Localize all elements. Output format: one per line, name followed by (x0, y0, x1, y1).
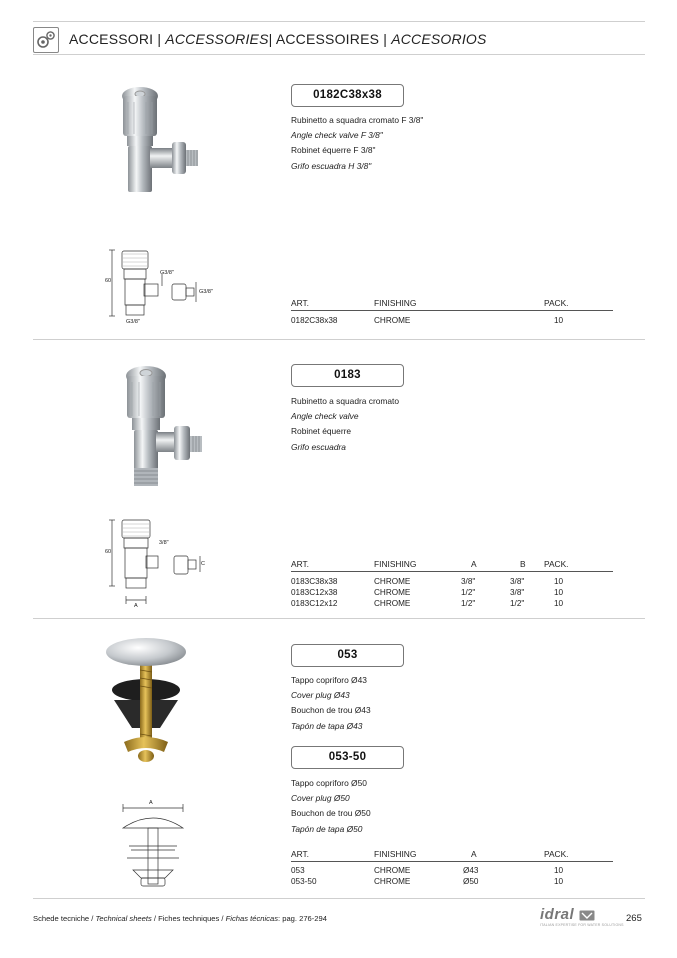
product-description: Tappo copriforo Ø50 Cover plug Ø50 Bouchon de trou Ø50 Tapón de tapa Ø50 (291, 778, 371, 834)
product-code-box: 0183 (291, 364, 404, 387)
table-cell-art: 0183C38x38 (291, 577, 338, 586)
header-top-rule (33, 21, 645, 22)
table-cell-a: Ø50 (463, 877, 479, 886)
product-photo-angle-valve (110, 360, 210, 495)
product-photo-cover-plug (104, 636, 188, 771)
dim-a-label: A (134, 603, 138, 609)
page-number: 265 (626, 913, 642, 924)
section-divider (33, 618, 645, 619)
table-cell-finishing: CHROME (374, 316, 411, 325)
product-description: Tappo copriforo Ø43 Cover plug Ø43 Bouchon de trou Ø43 Tapón de tapa Ø43 (291, 675, 371, 731)
table-header-rule (291, 571, 613, 572)
technical-drawing-0183 (102, 516, 212, 619)
footer-rule (33, 898, 645, 899)
col-header-finishing: FINISHING (374, 559, 417, 569)
table-cell-pack: 10 (554, 877, 564, 886)
dim-side-thread-label: G3/8" (199, 289, 213, 295)
table-cell-art: 0182C38x38 (291, 316, 338, 325)
dim-height-label: 60 (105, 278, 112, 284)
table-cell-art: 0183C12x12 (291, 599, 338, 608)
dim-height-label: 60 (105, 549, 112, 555)
table-cell-a: 1/2" (461, 588, 476, 597)
product-photo-angle-valve (110, 82, 210, 207)
table-cell-finishing: CHROME (374, 588, 411, 597)
brand-mark-icon (579, 910, 595, 921)
technical-drawing-0182 (102, 246, 227, 335)
table-cell-pack: 10 (554, 866, 564, 875)
product-code-box: 0182C38x38 (291, 84, 404, 107)
col-header-finishing: FINISHING (374, 849, 417, 859)
header-bottom-rule (33, 54, 645, 55)
col-header-art: ART. (291, 849, 309, 859)
dim-top-thread-label: G3/8" (160, 270, 174, 276)
table-header-rule (291, 310, 613, 311)
table-cell-b: 3/8" (510, 577, 525, 586)
dim-top-thread-label: 3/8" (159, 540, 169, 546)
table-cell-b: 1/2" (510, 599, 525, 608)
col-header-a: A (471, 849, 477, 859)
table-cell-finishing: CHROME (374, 599, 411, 608)
table-cell-a: 3/8" (461, 577, 476, 586)
dim-bottom-thread-label: G3/8" (126, 319, 140, 325)
table-cell-b: 3/8" (510, 588, 525, 597)
table-cell-pack: 10 (554, 316, 564, 325)
product-description: Rubinetto a squadra cromato F 3/8" Angle check valve F 3/8" Robinet équerre F 3/8" Grifo escuadra H 3/8" (291, 115, 424, 171)
dim-c-label: C (201, 561, 205, 567)
table-cell-a: Ø43 (463, 866, 479, 875)
col-header-a: A (471, 559, 477, 569)
col-header-art: ART. (291, 298, 309, 308)
table-cell-finishing: CHROME (374, 866, 411, 875)
product-description: Rubinetto a squadra cromato Angle check valve Robinet équerre Grifo escuadra (291, 396, 400, 452)
table-cell-pack: 10 (554, 588, 564, 597)
table-cell-a: 1/2" (461, 599, 476, 608)
brand-logo: idral (540, 906, 595, 923)
page-title: ACCESSORI | ACCESSORIES| ACCESSOIRES | ACCESORIOS (69, 31, 487, 47)
table-cell-art: 0183C12x38 (291, 588, 338, 597)
footer-references: Schede tecniche / Technical sheets / Fiches techniques / Fichas técnicas: pag. 276-294 (33, 914, 327, 923)
table-cell-art: 053-50 (291, 877, 317, 886)
table-cell-finishing: CHROME (374, 577, 411, 586)
brand-tagline: ITALIAN EXPERTISE FOR WATER SOLUTIONS (540, 923, 624, 927)
col-header-pack: PACK. (544, 559, 569, 569)
table-cell-art: 053 (291, 866, 305, 875)
col-header-pack: PACK. (544, 849, 569, 859)
col-header-pack: PACK. (544, 298, 569, 308)
gears-icon (33, 27, 59, 53)
col-header-finishing: FINISHING (374, 298, 417, 308)
col-header-b: B (520, 559, 526, 569)
product-code-box: 053 (291, 644, 404, 667)
table-header-rule (291, 861, 613, 862)
section-divider (33, 339, 645, 340)
col-header-art: ART. (291, 559, 309, 569)
table-cell-pack: 10 (554, 599, 564, 608)
technical-drawing-053 (113, 800, 193, 893)
table-cell-pack: 10 (554, 577, 564, 586)
table-cell-finishing: CHROME (374, 877, 411, 886)
dim-a-label: A (149, 800, 153, 806)
product-code-box: 053-50 (291, 746, 404, 769)
